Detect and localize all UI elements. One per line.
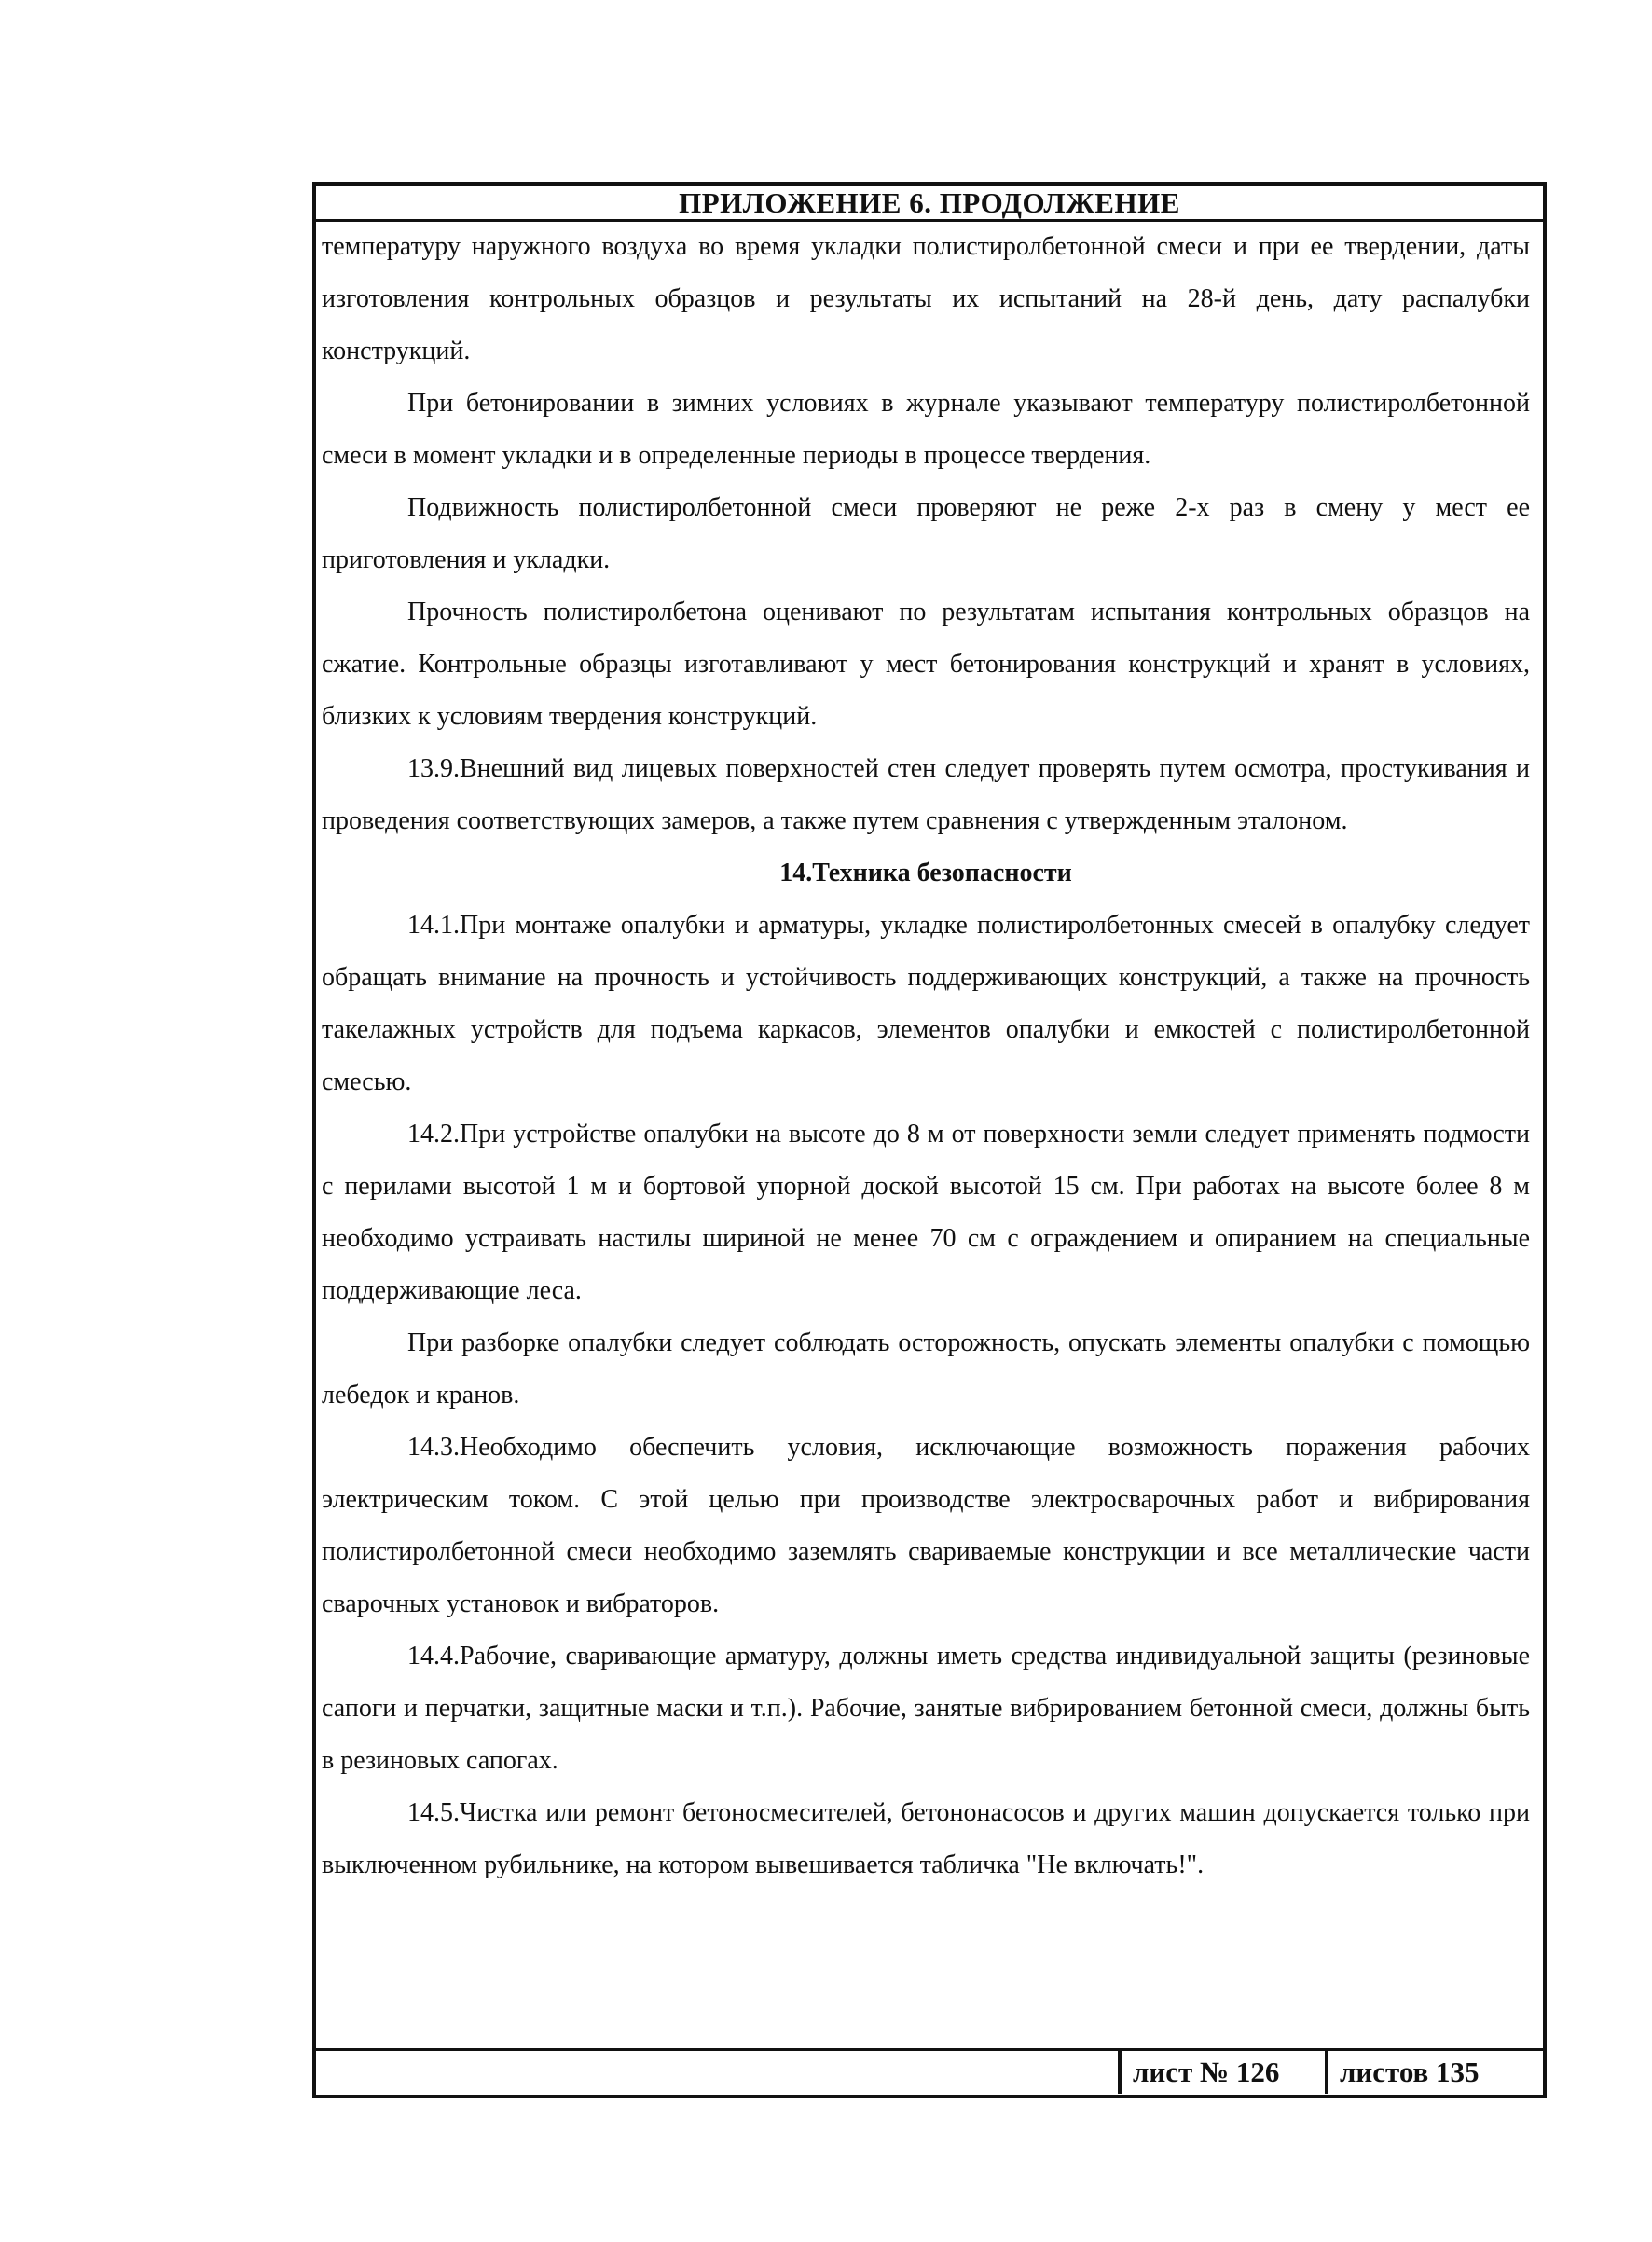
paragraph-winter-concreting: При бетонировании в зимних условиях в журнале указывают температуру полистиролбетонной смеси в момент укладки и в определенные периоды в процессе твердения. [322,389,1530,470]
section-title-safety: 14.Техника безопасности [779,859,1072,887]
page-header: ПРИЛОЖЕНИЕ 6. ПРОДОЛЖЕНИЕ [316,186,1543,222]
paragraph-14-5: 14.5.Чистка или ремонт бетоносмесителей, бетононасосов и других машин допускается только при выключенном рубильнике, на котором вывешивается табличка "Не включать!". [322,1798,1530,1879]
paragraph-continuation: температуру наружного воздуха во время укладки полистиролбетонной смеси и при ее твердении, даты изготовления контрольных образцов и результаты их испытаний на 28-й день, дату распалубки конструкций. [322,232,1530,365]
paragraph-14-3: 14.3.Необходимо обеспечить условия, исключающие возможность поражения рабочих электрическим током. С этой целью при производстве электросварочных работ и вибрирования полистиролбетонной смеси необходимо заземлять свариваемые конструкции и все металлические части сварочных установок и вибраторов. [322,1433,1530,1618]
paragraph-14-2: 14.2.При устройстве опалубки на высоте до 8 м от поверхности земли следует применять подмости с перилами высотой 1 м и бортовой упорной доской высотой 15 см. При работах на высоте более 8 м необходимо устраивать настилы шириной не менее 70 см с ограждением и опиранием на специальные поддерживающие леса. [322,1120,1530,1305]
page-frame [312,182,1547,2098]
sheet-total: листов 135 [1325,2051,1539,2094]
document-body [322,221,1530,1891]
paragraph-dismantling: При разборке опалубки следует соблюдать осторожность, опускать элементы опалубки с помощью лебедок и кранов. [322,1328,1530,1410]
paragraph-14-4: 14.4.Рабочие, сваривающие арматуру, должны иметь средства индивидуальной защиты (резиновые сапоги и перчатки, защитные маски и т.п.). Рабочие, занятые вибрированием бетонной смеси, должны быть в резиновых сапогах. [322,1642,1530,1775]
paragraph-14-1: 14.1.При монтаже опалубки и арматуры, укладке полистиролбетонных смесей в опалубку следует обращать внимание на прочность и устойчивость поддерживающих конструкций, а также на прочность такелажных устройств для подъема каркасов, элементов опалубки и емкостей с полистиролбетонной смесью. [322,911,1530,1096]
paragraph-strength: Прочность полистиролбетона оценивают по результатам испытания контрольных образцов на сжатие. Контрольные образцы изготавливают у мест бетонирования конструкций и хранят в условиях, близких к условиям твердения конструкций. [322,598,1530,731]
sheet-number: лист № 126 [1118,2051,1325,2094]
paragraph-mobility: Подвижность полистиролбетонной смеси проверяют не реже 2-х раз в смену у мест ее приготовления и укладки. [322,493,1530,574]
paragraph-13-9: 13.9.Внешний вид лицевых поверхностей стен следует проверять путем осмотра, простукивания и проведения соответствующих замеров, а также путем сравнения с утвержденным эталоном. [322,754,1530,835]
